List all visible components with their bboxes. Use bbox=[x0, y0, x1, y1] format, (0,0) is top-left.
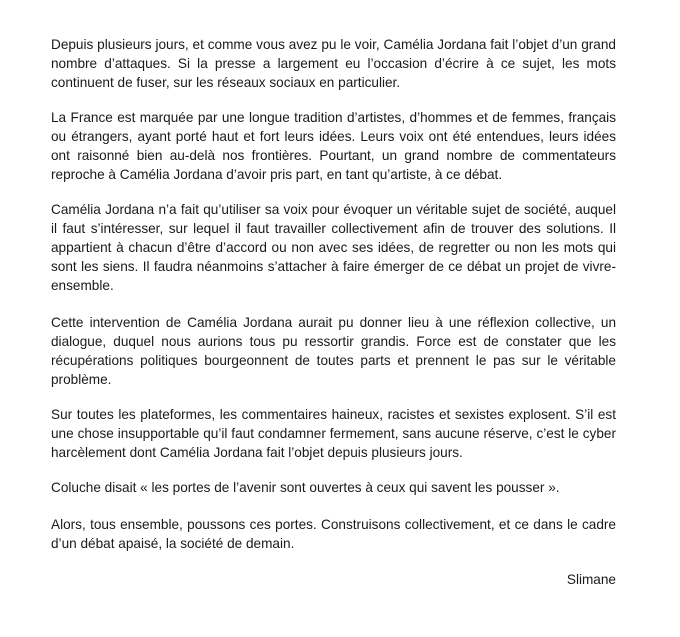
paragraph-7: Alors, tous ensemble, poussons ces portes. Construisons collectivement, et ce dans le cadre d’un débat apaisé, la société de demain. bbox=[51, 517, 616, 551]
paragraph-3: Camélia Jordana n’a fait qu’utiliser sa voix pour évoquer un véritable sujet de société, auquel il faut s’intéresser, sur lequel il faut travailler collectivement afin de trouver des solutions. Il appartient à chacun d’être d’accord ou non avec ses idées, de regretter ou non les mots qui sont les siens. Il faudra néanmoins s’attacher à faire émerger de ce débat un projet de vivre-ensemble. bbox=[51, 202, 616, 293]
paragraph-4: Cette intervention de Camélia Jordana aurait pu donner lieu à une réflexion collective, un dialogue, duquel nous aurions tous pu ressortir grandis. Force est de constater que les récupérations politiques bourgeonnent de toutes parts et prennent le pas sur le véritable problème. bbox=[51, 315, 616, 387]
paragraph-2: La France est marquée par une longue tradition d’artistes, d’hommes et de femmes, français ou étrangers, ayant porté haut et fort leurs idées. Leurs voix ont été entendues, leurs idées ont raisonné bien au-delà nos frontières. Pourtant, un grand nombre de commentateurs reproche à Camélia Jordana d’avoir pris part, en tant qu’artiste, à ce débat. bbox=[51, 110, 616, 182]
paragraph-6-quote: Coluche disait « les portes de l’avenir sont ouvertes à ceux qui savent les pousser ». bbox=[51, 480, 560, 495]
paragraph-5: Sur toutes les plateformes, les commentaires haineux, racistes et sexistes explosent. S’il est une chose insupportable qu’il faut condamner fermement, sans aucune réserve, c’est le cyber harcèlement dont Camélia Jordana fait l’objet depuis plusieurs jours. bbox=[51, 407, 616, 460]
paragraph-1: Depuis plusieurs jours, et comme vous avez pu le voir, Camélia Jordana fait l’objet d’un grand nombre d’attaques. Si la presse a largement eu l’occasion d’écrire à ce sujet, les mots continuent de fuser, sur les réseaux sociaux en particulier. bbox=[51, 37, 616, 90]
signature: Slimane bbox=[566, 572, 616, 587]
